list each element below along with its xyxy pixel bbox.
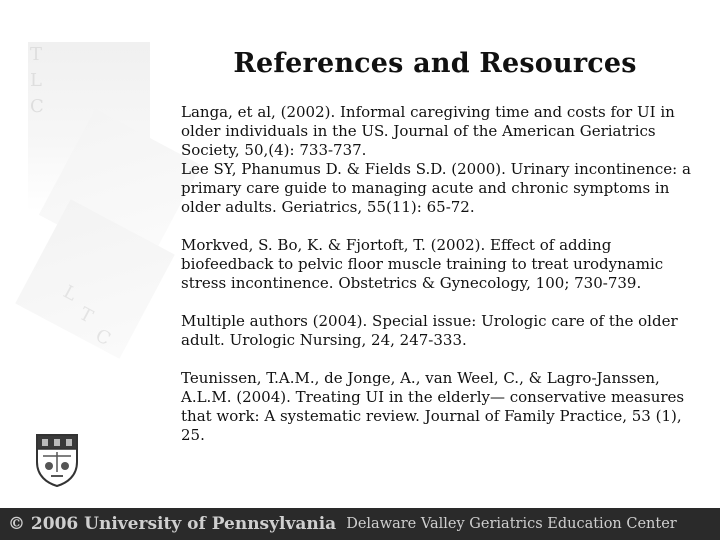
reference-item: Teunissen, T.A.M., de Jonge, A., van Weel, C., & Lagro-Janssen, A.L.M. (2004). Treating UI in the elderly— conservative measures that work: A systematic review. Journal of Family Practice, 53 (1), 25. — [181, 369, 685, 444]
slide-title: References and Resources — [233, 48, 637, 79]
university-crest-icon — [34, 432, 80, 488]
watermark-letter: T — [30, 44, 43, 65]
watermark-letter: T — [75, 303, 97, 328]
watermark-letter: C — [30, 96, 44, 117]
watermark-letter: L — [59, 281, 81, 306]
footer-copyright: © 2006 University of Pennsylvania — [8, 514, 337, 534]
reference-item: Multiple authors (2004). Special issue: Urologic care of the older adult. Urologic Nursing, 24, 247-333. — [181, 312, 678, 349]
reference-item: Langa, et al, (2002). Informal caregiving time and costs for UI in older individuals in the US. Journal of the American Geriatrics Society, 50,(4): 733-737. — [181, 103, 675, 159]
reference-list — [181, 103, 701, 445]
reference-item: Lee SY, Phanumus D. & Fields S.D. (2000). Urinary incontinence: a primary care guide to managing acute and chronic symptoms in older adults. Geriatrics, 55(11): 65-72. — [181, 160, 691, 216]
tlc-watermark-top — [30, 42, 44, 120]
ltc-watermark-middle — [60, 275, 140, 355]
watermark-letter: L — [30, 70, 42, 91]
footer-organization: Delaware Valley Geriatrics Education Center — [346, 516, 677, 532]
reference-item: Morkved, S. Bo, K. & Fjortoft, T. (2002). Effect of adding biofeedback to pelvic floor muscle training to treat urodynamic stress incontinence. Obstetrics & Gynecology, 100; 730-739. — [181, 236, 664, 292]
watermark-letter: C — [91, 324, 114, 351]
footer-bar — [0, 508, 720, 540]
